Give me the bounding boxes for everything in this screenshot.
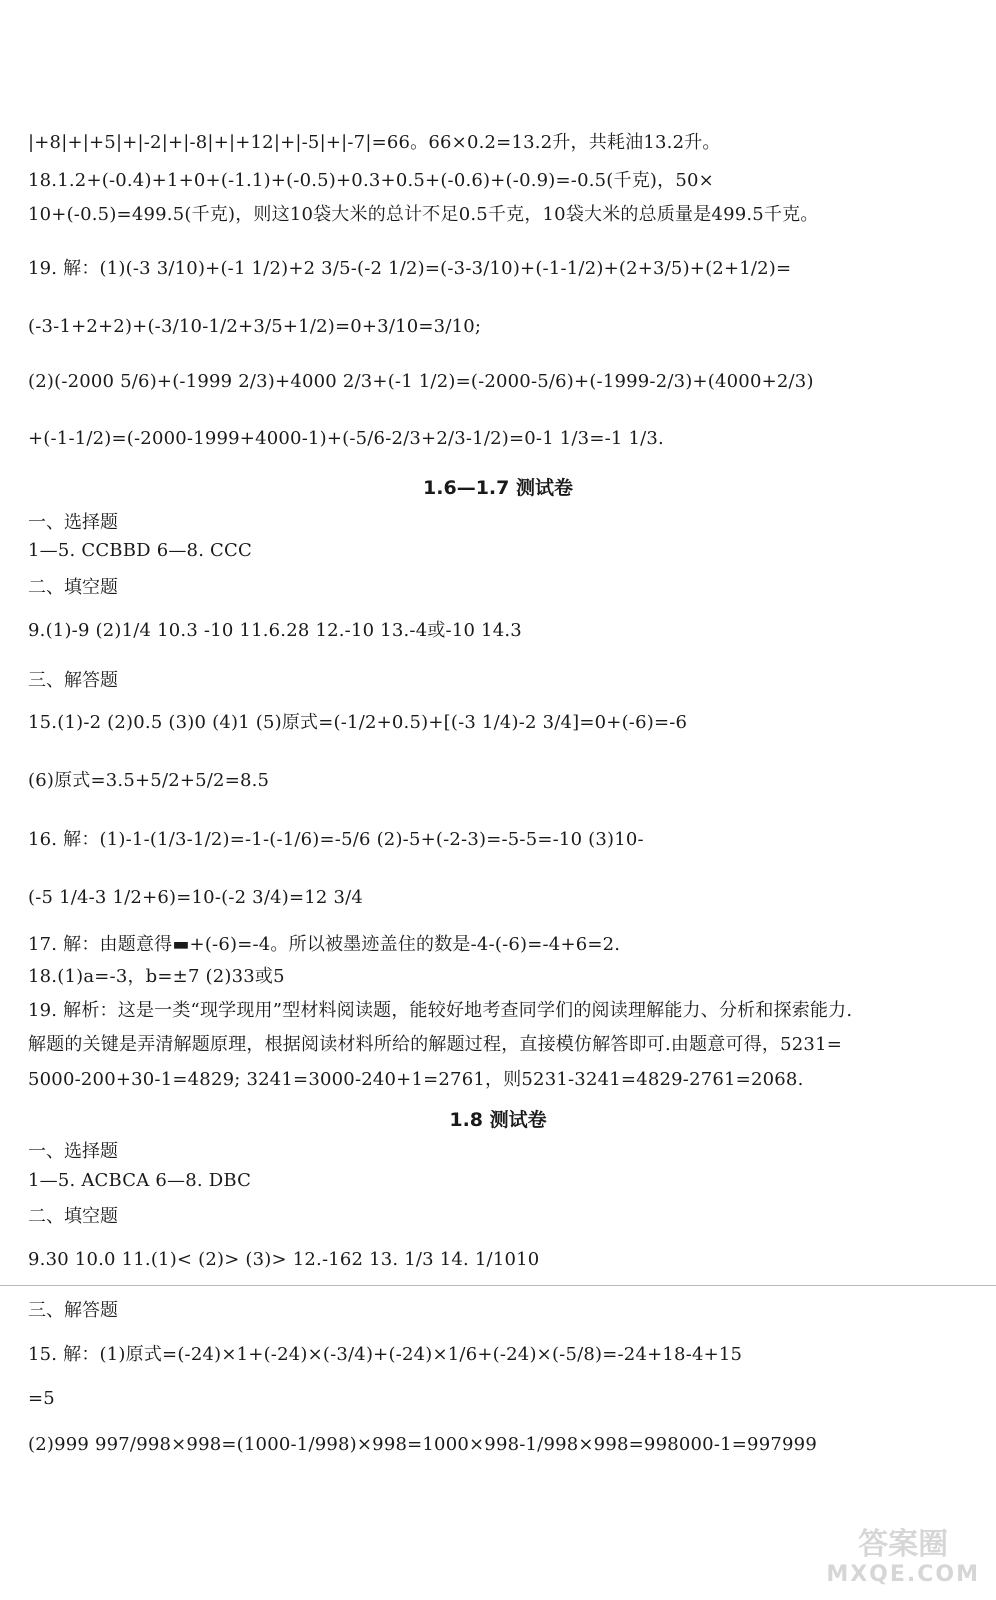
section-heading: 二、填空题 bbox=[28, 577, 118, 598]
text-line: 9.30 10.0 11.(1)< (2)> (3)> 12.-162 13. 1/3 14. 1/1010 bbox=[28, 1249, 540, 1270]
text-line: |+8|+|+5|+|-2|+|-8|+|+12|+|-5|+|-7|=66。66×0.2=13.2升，共耗油13.2升。 bbox=[28, 132, 721, 153]
text-line: 9.(1)-9 (2)1/4 10.3 -10 11.6.28 12.-10 13.-4或-10 14.3 bbox=[28, 620, 522, 641]
text-line: (2)999 997/998×998=(1000-1/998)×998=1000×998-1/998×998=998000-1=997999 bbox=[28, 1434, 817, 1455]
section-heading: 一、选择题 bbox=[28, 1141, 118, 1162]
text-line: +(-1-1/2)=(-2000-1999+4000-1)+(-5/6-2/3+2/3-1/2)=0-1 1/3=-1 1/3. bbox=[28, 428, 664, 449]
text-line: 解题的关键是弄清解题原理，根据阅读材料所给的解题过程，直接模仿解答即可.由题意可得，5231= bbox=[28, 1034, 843, 1055]
text-line: 5000-200+30-1=4829; 3241=3000-240+1=2761，则5231-3241=4829-2761=2068. bbox=[28, 1069, 804, 1090]
text-line: (6)原式=3.5+5/2+5/2=8.5 bbox=[28, 770, 270, 791]
text-line: 10+(-0.5)=499.5(千克)，则这10袋大米的总计不足0.5千克，10袋大米的总质量是499.5千克。 bbox=[28, 204, 819, 225]
text-line: 18.1.2+(-0.4)+1+0+(-1.1)+(-0.5)+0.3+0.5+(-0.6)+(-0.9)=-0.5(千克)，50× bbox=[28, 170, 714, 191]
text-line: (-3-1+2+2)+(-3/10-1/2+3/5+1/2)=0+3/10=3/10; bbox=[28, 316, 482, 337]
watermark-title: 答案圈 bbox=[858, 1527, 949, 1562]
section-heading: 三、解答题 bbox=[28, 670, 118, 691]
text-line: 15. 解：(1)原式=(-24)×1+(-24)×(-3/4)+(-24)×1/6+(-24)×(-5/8)=-24+18-4+15 bbox=[28, 1344, 743, 1365]
text-line: =5 bbox=[28, 1388, 55, 1409]
watermark-url: MXQE.COM bbox=[826, 1562, 980, 1587]
page-divider bbox=[0, 1285, 996, 1286]
text-line: 1—5. CCBBD 6—8. CCC bbox=[28, 540, 252, 561]
text-line: 17. 解：由题意得▬+(-6)=-4。所以被墨迹盖住的数是-4-(-6)=-4+6=2. bbox=[28, 934, 621, 955]
text-line: (-5 1/4-3 1/2+6)=10-(-2 3/4)=12 3/4 bbox=[28, 887, 364, 908]
section-heading: 二、填空题 bbox=[28, 1206, 118, 1227]
section-heading: 一、选择题 bbox=[28, 512, 118, 533]
text-line: 1—5. ACBCA 6—8. DBC bbox=[28, 1170, 252, 1191]
text-line: 18.(1)a=-3，b=±7 (2)33或5 bbox=[28, 966, 285, 987]
text-line: (2)(-2000 5/6)+(-1999 2/3)+4000 2/3+(-1 1/2)=(-2000-5/6)+(-1999-2/3)+(4000+2/3) bbox=[28, 371, 814, 392]
section-title: 1.8 测试卷 bbox=[449, 1109, 547, 1131]
text-line: 15.(1)-2 (2)0.5 (3)0 (4)1 (5)原式=(-1/2+0.5)+[(-3 1/4)-2 3/4]=0+(-6)=-6 bbox=[28, 712, 688, 733]
section-title: 1.6—1.7 测试卷 bbox=[423, 477, 573, 499]
text-line: 19. 解析：这是一类“现学现用”型材料阅读题，能较好地考查同学们的阅读理解能力、分析和探索能力. bbox=[28, 1000, 853, 1021]
section-heading: 三、解答题 bbox=[28, 1300, 118, 1321]
text-line: 16. 解：(1)-1-(1/3-1/2)=-1-(-1/6)=-5/6 (2)-5+(-2-3)=-5-5=-10 (3)10- bbox=[28, 829, 644, 850]
text-line: 19. 解：(1)(-3 3/10)+(-1 1/2)+2 3/5-(-2 1/2)=(-3-3/10)+(-1-1/2)+(2+3/5)+(2+1/2)= bbox=[28, 258, 792, 279]
watermark-logo bbox=[826, 1527, 980, 1590]
